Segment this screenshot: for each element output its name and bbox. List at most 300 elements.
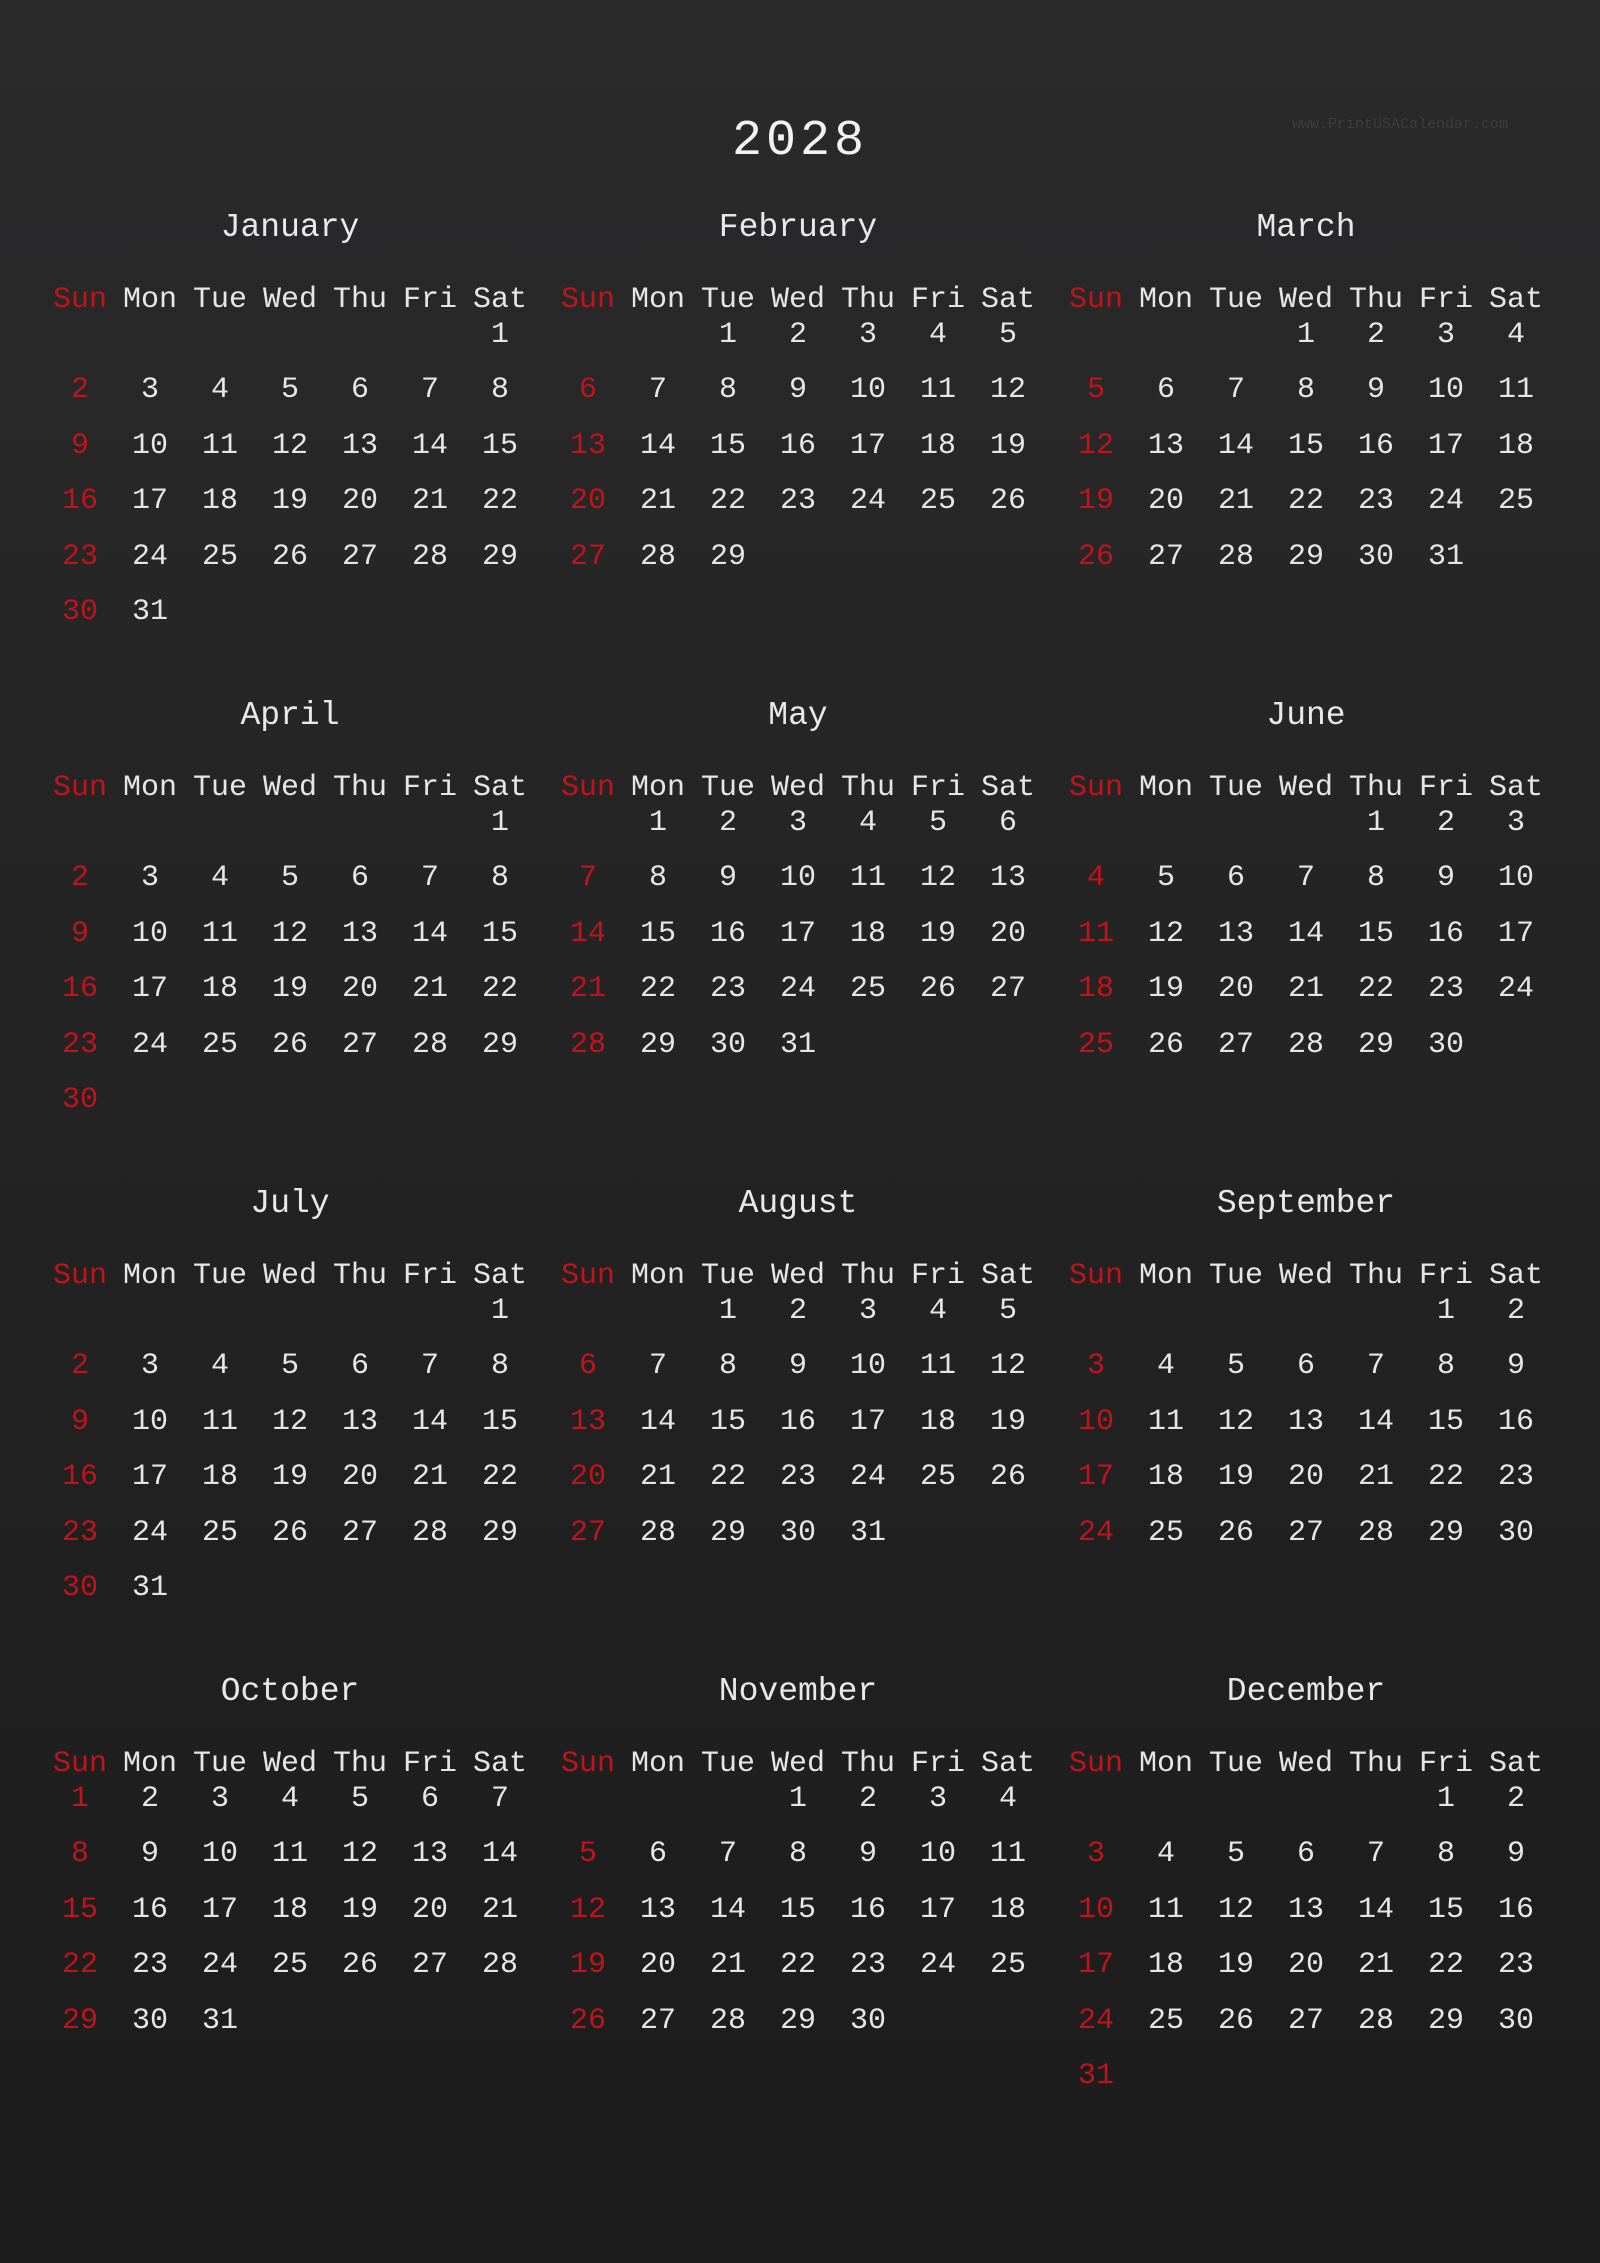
- day-cell: 23: [61, 1027, 98, 1062]
- day-cell: 27: [341, 1515, 378, 1550]
- weekday-header-fri: Fri: [402, 771, 457, 805]
- day-cell: 23: [709, 972, 746, 1006]
- day-cell: 22: [639, 972, 676, 1006]
- day-cell: 2: [140, 1781, 159, 1816]
- day-cell: 22: [709, 1460, 746, 1494]
- day-cell: 7: [1366, 1349, 1385, 1383]
- day-cell: 10: [1497, 861, 1534, 895]
- month-title: May: [768, 697, 828, 734]
- day-cell: 18: [201, 972, 238, 1006]
- day-cell: 5: [1226, 1837, 1245, 1871]
- weekday-header-mon: Mon: [1138, 1747, 1193, 1781]
- weekday-header-fri: Fri: [1418, 1747, 1473, 1781]
- day-cell: 26: [1077, 539, 1114, 574]
- day-cell: 19: [1147, 972, 1184, 1006]
- day-cell: 1: [490, 805, 509, 840]
- day-cell: 27: [341, 539, 378, 574]
- month-march: [1061, 208, 1551, 768]
- day-cell: 26: [271, 539, 308, 574]
- day-cell: 14: [1357, 1892, 1394, 1927]
- weekday-header-sat: Sat: [472, 1747, 527, 1781]
- month-december: [1061, 1672, 1551, 2232]
- day-cell: 1: [490, 317, 509, 352]
- day-cell: 11: [989, 1837, 1026, 1871]
- day-cell: 4: [1156, 1349, 1175, 1383]
- day-cell: 29: [709, 1515, 746, 1550]
- weekday-header-mon: Mon: [630, 1747, 685, 1781]
- day-cell: 14: [569, 916, 606, 951]
- day-cell: 21: [411, 1460, 448, 1494]
- day-cell: 3: [1506, 805, 1525, 840]
- day-cell: 19: [1217, 1948, 1254, 1982]
- weekday-header-tue: Tue: [1208, 1747, 1263, 1781]
- day-cell: 13: [411, 1837, 448, 1871]
- day-cell: 23: [779, 484, 816, 518]
- day-cell: 10: [131, 916, 168, 951]
- weekday-header-wed: Wed: [262, 771, 317, 805]
- day-cell: 30: [61, 1083, 98, 1117]
- day-cell: 3: [788, 805, 807, 840]
- day-cell: 9: [140, 1837, 159, 1871]
- day-cell: 14: [639, 428, 676, 463]
- day-cell: 22: [481, 484, 518, 518]
- day-cell: 27: [1287, 1515, 1324, 1550]
- day-cell: 11: [1147, 1404, 1184, 1439]
- day-cell: 18: [919, 1404, 956, 1439]
- weekday-header-wed: Wed: [1278, 1259, 1333, 1293]
- month-title: June: [1266, 697, 1346, 734]
- day-cell: 25: [919, 1460, 956, 1494]
- day-cell: 31: [131, 1571, 168, 1605]
- day-cell: 15: [481, 916, 518, 951]
- day-cell: 15: [481, 1404, 518, 1439]
- weekday-header-fri: Fri: [910, 283, 965, 317]
- day-cell: 18: [1497, 428, 1534, 463]
- month-title: January: [220, 209, 360, 246]
- day-cell: 24: [849, 484, 886, 518]
- day-cell: 21: [569, 972, 606, 1006]
- day-cell: 22: [1427, 1948, 1464, 1982]
- day-cell: 4: [210, 1349, 229, 1383]
- day-cell: 2: [1366, 317, 1385, 352]
- month-title: December: [1226, 1673, 1386, 1710]
- weekday-header-sat: Sat: [980, 771, 1035, 805]
- day-cell: 26: [1147, 1027, 1184, 1062]
- day-cell: 10: [1427, 373, 1464, 407]
- day-cell: 10: [131, 1404, 168, 1439]
- weekday-header-thu: Thu: [332, 1747, 387, 1781]
- weekday-header-sat: Sat: [472, 1259, 527, 1293]
- day-cell: 24: [131, 1515, 168, 1550]
- day-cell: 10: [201, 1837, 238, 1871]
- day-cell: 23: [61, 539, 98, 574]
- day-cell: 26: [989, 484, 1026, 518]
- day-cell: 14: [1357, 1404, 1394, 1439]
- day-cell: 3: [210, 1781, 229, 1816]
- day-cell: 30: [779, 1515, 816, 1550]
- day-cell: 7: [490, 1781, 509, 1816]
- day-cell: 25: [271, 1948, 308, 1982]
- weekday-header-tue: Tue: [700, 1747, 755, 1781]
- weekday-header-sun: Sun: [52, 1747, 107, 1781]
- day-cell: 31: [1077, 2059, 1114, 2093]
- day-cell: 2: [788, 317, 807, 352]
- day-cell: 6: [1296, 1837, 1315, 1871]
- day-cell: 18: [1147, 1460, 1184, 1494]
- weekday-header-thu: Thu: [332, 771, 387, 805]
- day-cell: 9: [70, 916, 89, 951]
- day-cell: 1: [648, 805, 667, 840]
- day-cell: 19: [341, 1892, 378, 1927]
- day-cell: 1: [1296, 317, 1315, 352]
- day-cell: 6: [648, 1837, 667, 1871]
- day-cell: 7: [648, 373, 667, 407]
- day-cell: 26: [271, 1515, 308, 1550]
- weekday-header-wed: Wed: [262, 1747, 317, 1781]
- day-cell: 6: [350, 373, 369, 407]
- day-cell: 25: [1147, 1515, 1184, 1550]
- weekday-header-sat: Sat: [472, 771, 527, 805]
- day-cell: 25: [1497, 484, 1534, 518]
- day-cell: 17: [849, 428, 886, 463]
- day-cell: 7: [420, 861, 439, 895]
- weekday-header-thu: Thu: [840, 1747, 895, 1781]
- day-cell: 9: [70, 1404, 89, 1439]
- day-cell: 26: [919, 972, 956, 1006]
- day-cell: 20: [411, 1892, 448, 1927]
- day-cell: 12: [271, 1404, 308, 1439]
- day-cell: 17: [919, 1892, 956, 1927]
- day-cell: 4: [1506, 317, 1525, 352]
- day-cell: 19: [569, 1948, 606, 1982]
- day-cell: 16: [779, 428, 816, 463]
- day-cell: 20: [1147, 484, 1184, 518]
- day-cell: 25: [849, 972, 886, 1006]
- weekday-header-wed: Wed: [770, 771, 825, 805]
- day-cell: 20: [1287, 1948, 1324, 1982]
- day-cell: 23: [1497, 1948, 1534, 1982]
- day-cell: 18: [919, 428, 956, 463]
- day-cell: 18: [1077, 972, 1114, 1006]
- weekday-header-sat: Sat: [1488, 283, 1543, 317]
- day-cell: 5: [280, 861, 299, 895]
- weekday-header-fri: Fri: [1418, 283, 1473, 317]
- day-cell: 15: [639, 916, 676, 951]
- day-cell: 28: [569, 1027, 606, 1062]
- day-cell: 14: [709, 1892, 746, 1927]
- day-cell: 15: [1427, 1404, 1464, 1439]
- weekday-header-tue: Tue: [700, 283, 755, 317]
- day-cell: 22: [1357, 972, 1394, 1006]
- day-cell: 23: [1357, 484, 1394, 518]
- day-cell: 11: [849, 861, 886, 895]
- day-cell: 6: [350, 861, 369, 895]
- day-cell: 21: [1217, 484, 1254, 518]
- weekday-header-sat: Sat: [980, 1259, 1035, 1293]
- day-cell: 17: [1427, 428, 1464, 463]
- weekday-header-sun: Sun: [52, 1259, 107, 1293]
- weekday-header-mon: Mon: [630, 1259, 685, 1293]
- day-cell: 27: [1147, 539, 1184, 574]
- day-cell: 28: [709, 2003, 746, 2038]
- day-cell: 2: [788, 1293, 807, 1328]
- day-cell: 7: [648, 1349, 667, 1383]
- weekday-header-wed: Wed: [262, 283, 317, 317]
- day-cell: 7: [718, 1837, 737, 1871]
- day-cell: 19: [989, 1404, 1026, 1439]
- weekday-header-wed: Wed: [770, 1747, 825, 1781]
- weekday-header-mon: Mon: [630, 283, 685, 317]
- day-cell: 4: [1156, 1837, 1175, 1871]
- day-cell: 16: [1497, 1404, 1534, 1439]
- weekday-header-wed: Wed: [1278, 1747, 1333, 1781]
- day-cell: 21: [709, 1948, 746, 1982]
- weekday-header-mon: Mon: [122, 1747, 177, 1781]
- day-cell: 20: [341, 484, 378, 518]
- day-cell: 8: [1366, 861, 1385, 895]
- month-august: [553, 1184, 1043, 1744]
- day-cell: 29: [1357, 1027, 1394, 1062]
- day-cell: 27: [411, 1948, 448, 1982]
- day-cell: 20: [341, 1460, 378, 1494]
- day-cell: 16: [1497, 1892, 1534, 1927]
- day-cell: 3: [140, 1349, 159, 1383]
- day-cell: 8: [718, 1349, 737, 1383]
- weekday-header-fri: Fri: [1418, 771, 1473, 805]
- weekday-header-thu: Thu: [840, 771, 895, 805]
- weekday-header-sun: Sun: [560, 771, 615, 805]
- day-cell: 4: [928, 317, 947, 352]
- day-cell: 30: [1357, 539, 1394, 574]
- day-cell: 7: [1226, 373, 1245, 407]
- day-cell: 13: [989, 861, 1026, 895]
- day-cell: 5: [350, 1781, 369, 1816]
- weekday-header-tue: Tue: [700, 771, 755, 805]
- day-cell: 4: [280, 1781, 299, 1816]
- day-cell: 25: [989, 1948, 1026, 1982]
- day-cell: 18: [271, 1892, 308, 1927]
- day-cell: 3: [858, 317, 877, 352]
- weekday-header-tue: Tue: [1208, 771, 1263, 805]
- weekday-header-thu: Thu: [840, 1259, 895, 1293]
- day-cell: 1: [1436, 1293, 1455, 1328]
- day-cell: 3: [140, 861, 159, 895]
- day-cell: 5: [928, 805, 947, 840]
- day-cell: 17: [1077, 1948, 1114, 1982]
- day-cell: 15: [1357, 916, 1394, 951]
- day-cell: 19: [919, 916, 956, 951]
- day-cell: 8: [1436, 1837, 1455, 1871]
- day-cell: 10: [1077, 1404, 1114, 1439]
- day-cell: 12: [989, 1349, 1026, 1383]
- day-cell: 27: [989, 972, 1026, 1006]
- day-cell: 19: [271, 484, 308, 518]
- day-cell: 9: [70, 428, 89, 463]
- weekday-header-thu: Thu: [332, 283, 387, 317]
- day-cell: 26: [341, 1948, 378, 1982]
- day-cell: 17: [131, 1460, 168, 1494]
- day-cell: 28: [411, 1515, 448, 1550]
- day-cell: 13: [1217, 916, 1254, 951]
- day-cell: 10: [131, 428, 168, 463]
- weekday-header-sat: Sat: [1488, 1747, 1543, 1781]
- day-cell: 31: [849, 1515, 886, 1550]
- day-cell: 27: [569, 539, 606, 574]
- month-may: [553, 696, 1043, 1256]
- day-cell: 28: [411, 1027, 448, 1062]
- day-cell: 1: [490, 1293, 509, 1328]
- weekday-header-wed: Wed: [262, 1259, 317, 1293]
- day-cell: 25: [201, 1027, 238, 1062]
- day-cell: 28: [481, 1948, 518, 1982]
- day-cell: 2: [858, 1781, 877, 1816]
- month-january: [45, 208, 535, 768]
- day-cell: 26: [989, 1460, 1026, 1494]
- day-cell: 25: [919, 484, 956, 518]
- day-cell: 16: [61, 1460, 98, 1494]
- weekday-header-mon: Mon: [122, 771, 177, 805]
- day-cell: 8: [490, 373, 509, 407]
- day-cell: 20: [569, 484, 606, 518]
- day-cell: 11: [201, 428, 238, 463]
- day-cell: 11: [1147, 1892, 1184, 1927]
- day-cell: 4: [1086, 861, 1105, 895]
- day-cell: 17: [1077, 1460, 1114, 1494]
- weekday-header-thu: Thu: [1348, 283, 1403, 317]
- day-cell: 14: [411, 1404, 448, 1439]
- weekday-header-sun: Sun: [1068, 1747, 1123, 1781]
- day-cell: 30: [131, 2003, 168, 2038]
- day-cell: 15: [481, 428, 518, 463]
- day-cell: 8: [70, 1837, 89, 1871]
- day-cell: 8: [490, 1349, 509, 1383]
- day-cell: 27: [569, 1515, 606, 1550]
- day-cell: 30: [1427, 1027, 1464, 1062]
- day-cell: 21: [411, 972, 448, 1006]
- day-cell: 31: [201, 2003, 238, 2038]
- day-cell: 15: [1287, 428, 1324, 463]
- weekday-header-sun: Sun: [1068, 1259, 1123, 1293]
- day-cell: 3: [1086, 1837, 1105, 1871]
- day-cell: 14: [1287, 916, 1324, 951]
- day-cell: 24: [849, 1460, 886, 1494]
- day-cell: 11: [1077, 916, 1114, 951]
- day-cell: 25: [201, 1515, 238, 1550]
- day-cell: 3: [858, 1293, 877, 1328]
- day-cell: 6: [420, 1781, 439, 1816]
- day-cell: 29: [779, 2003, 816, 2038]
- day-cell: 10: [919, 1837, 956, 1871]
- weekday-header-sun: Sun: [52, 771, 107, 805]
- day-cell: 9: [788, 373, 807, 407]
- day-cell: 29: [481, 1027, 518, 1062]
- day-cell: 4: [858, 805, 877, 840]
- day-cell: 16: [1357, 428, 1394, 463]
- day-cell: 2: [1436, 805, 1455, 840]
- day-cell: 23: [1427, 972, 1464, 1006]
- day-cell: 24: [1077, 1515, 1114, 1550]
- weekday-header-sat: Sat: [980, 283, 1035, 317]
- day-cell: 16: [849, 1892, 886, 1927]
- day-cell: 17: [131, 484, 168, 518]
- day-cell: 20: [639, 1948, 676, 1982]
- day-cell: 29: [709, 539, 746, 574]
- day-cell: 25: [1147, 2003, 1184, 2038]
- day-cell: 17: [201, 1892, 238, 1927]
- day-cell: 1: [70, 1781, 89, 1816]
- day-cell: 13: [341, 916, 378, 951]
- day-cell: 3: [140, 373, 159, 407]
- day-cell: 26: [569, 2003, 606, 2038]
- day-cell: 30: [61, 595, 98, 629]
- day-cell: 19: [271, 972, 308, 1006]
- weekday-header-thu: Thu: [840, 283, 895, 317]
- day-cell: 18: [201, 1460, 238, 1494]
- day-cell: 1: [1366, 805, 1385, 840]
- day-cell: 4: [928, 1293, 947, 1328]
- day-cell: 29: [639, 1027, 676, 1062]
- weekday-header-thu: Thu: [1348, 1259, 1403, 1293]
- weekday-header-sat: Sat: [472, 283, 527, 317]
- weekday-header-sun: Sun: [560, 1259, 615, 1293]
- day-cell: 23: [1497, 1460, 1534, 1494]
- day-cell: 12: [271, 428, 308, 463]
- day-cell: 11: [201, 1404, 238, 1439]
- day-cell: 7: [1366, 1837, 1385, 1871]
- day-cell: 9: [1436, 861, 1455, 895]
- day-cell: 20: [569, 1460, 606, 1494]
- day-cell: 14: [481, 1837, 518, 1871]
- day-cell: 7: [578, 861, 597, 895]
- day-cell: 13: [569, 428, 606, 463]
- day-cell: 18: [1147, 1948, 1184, 1982]
- day-cell: 18: [201, 484, 238, 518]
- day-cell: 8: [490, 861, 509, 895]
- month-title: February: [718, 209, 878, 246]
- day-cell: 5: [1086, 373, 1105, 407]
- weekday-header-tue: Tue: [700, 1259, 755, 1293]
- day-cell: 18: [849, 916, 886, 951]
- day-cell: 2: [70, 373, 89, 407]
- day-cell: 16: [779, 1404, 816, 1439]
- weekday-header-wed: Wed: [1278, 283, 1333, 317]
- weekday-header-wed: Wed: [770, 1259, 825, 1293]
- day-cell: 28: [1357, 2003, 1394, 2038]
- weekday-header-wed: Wed: [1278, 771, 1333, 805]
- day-cell: 8: [718, 373, 737, 407]
- day-cell: 6: [1226, 861, 1245, 895]
- day-cell: 26: [1217, 2003, 1254, 2038]
- day-cell: 24: [131, 539, 168, 574]
- day-cell: 9: [1506, 1349, 1525, 1383]
- day-cell: 13: [1147, 428, 1184, 463]
- weekday-header-mon: Mon: [122, 283, 177, 317]
- day-cell: 18: [989, 1892, 1026, 1927]
- day-cell: 26: [271, 1027, 308, 1062]
- day-cell: 22: [709, 484, 746, 518]
- day-cell: 11: [271, 1837, 308, 1871]
- day-cell: 15: [1427, 1892, 1464, 1927]
- day-cell: 5: [998, 1293, 1017, 1328]
- day-cell: 17: [779, 916, 816, 951]
- day-cell: 3: [1086, 1349, 1105, 1383]
- day-cell: 29: [1427, 2003, 1464, 2038]
- day-cell: 19: [1217, 1460, 1254, 1494]
- day-cell: 12: [1077, 428, 1114, 463]
- day-cell: 2: [1506, 1293, 1525, 1328]
- day-cell: 12: [341, 1837, 378, 1871]
- day-cell: 20: [989, 916, 1026, 951]
